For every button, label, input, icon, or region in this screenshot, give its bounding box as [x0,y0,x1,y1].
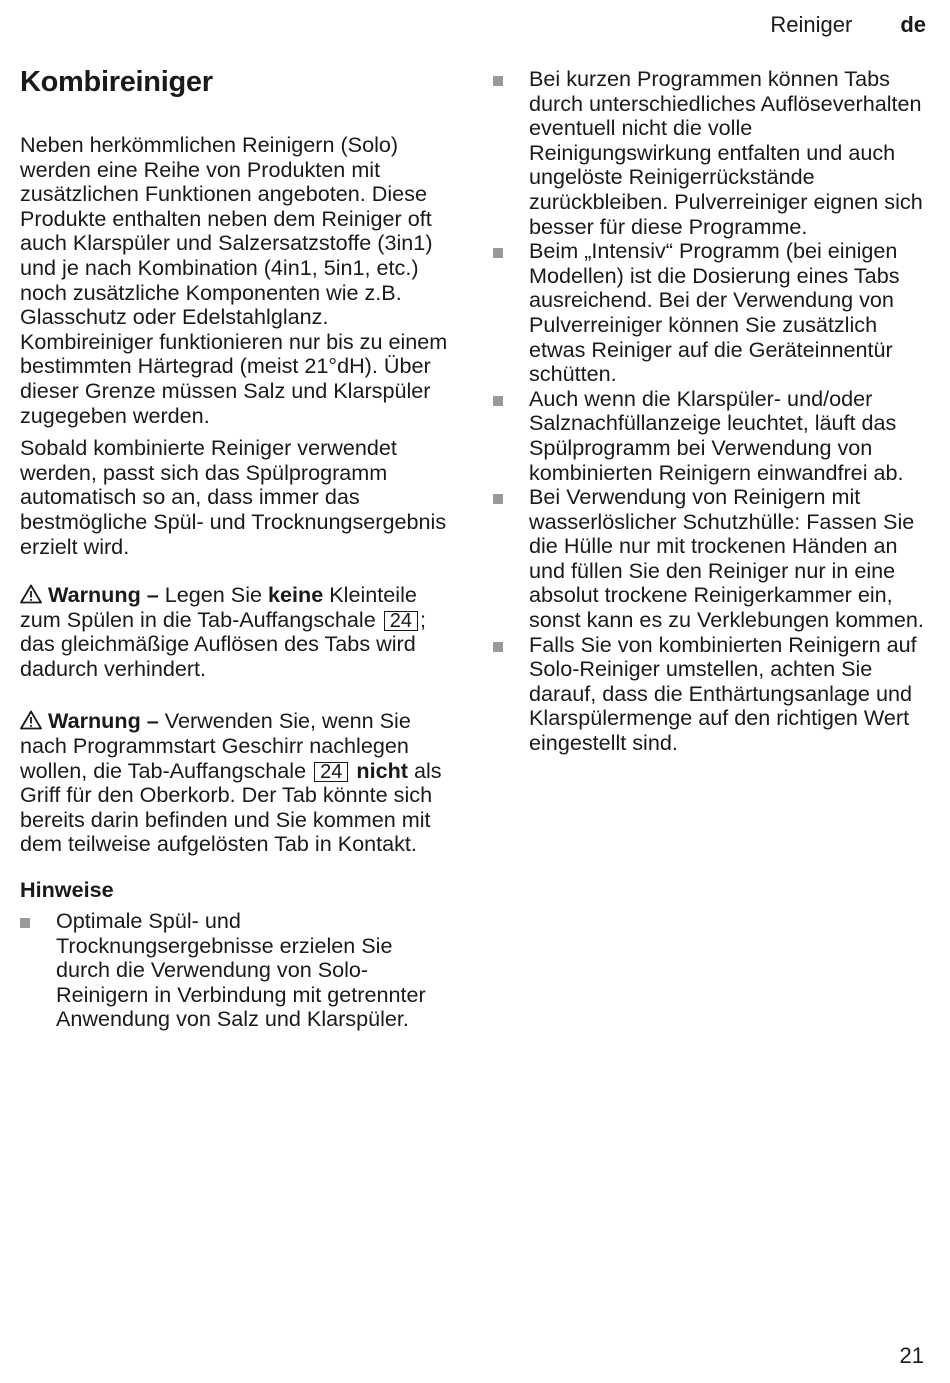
list-item-text: Bei Verwendung von Reinigern mit wasserlöslicher Schutzhülle: Fassen Sie die Hülle nur mit trockenen Händen an und füllen Sie den Reiniger nur in eine absolut trockene Reinigerkammer ein, sonst kann es zu Verklebungen kommen. [529,484,924,633]
list-item-text: Optimale Spül- und Trocknungsergebnisse erzielen Sie durch die Verwendung von Solo-Reinigern in Verbindung mit getrennter Anwendung von Salz und Klarspüler. [56,908,426,1032]
warning-text: ; das gleichmäßige Auflösen des Tabs wird dadurch verhindert. [20,606,426,681]
warning-text: Legen Sie [158,582,269,608]
left-column [20,62,450,1032]
list-item-text: Auch wenn die Klarspüler- und/oder Salznachfüllanzeige leuchtet, läuft das Spülprogramm bei Verwendung von kombinierten Reinigern einwandfrei ab. [529,385,904,485]
list-item [493,387,928,485]
square-bullet-icon [20,918,30,928]
square-bullet-icon [493,642,503,652]
part-reference: 24 [384,611,418,631]
list-item-text: Bei kurzen Programmen können Tabs durch unterschiedliches Auflöseverhalten eventuell nicht die volle Reinigungswirkung entfalten und auch ungelöste Reinigerrückstände zurückbleiben. Pulverreiniger eignen sich besser für diese Programme. [529,66,923,239]
warning-1 [20,583,450,681]
square-bullet-icon [493,248,503,258]
right-column [493,67,928,756]
warning-triangle-icon [20,584,42,604]
warning-emphasis: nicht [356,757,408,783]
square-bullet-icon [493,494,503,504]
list-item-text: Falls Sie von kombinierten Reinigern auf Solo-Reiniger umstellen, achten Sie darauf, dass die Enthärtungsanlage und Klarspülermenge auf den richtigen Wert eingestellt sind. [529,631,917,756]
warning-text: Verwenden Sie, wenn Sie nach Programmstart Geschirr nachlegen wollen, die Tab-Auffangschale [20,708,411,783]
warning-label: Warnung – [48,708,159,734]
warning-text: Kleinteile zum Spülen in die Tab-Auffangschale [20,582,417,632]
notes-list-left [20,909,450,1032]
page-header [770,12,926,38]
language-code: de [900,12,926,37]
warning-triangle-icon [20,710,42,730]
list-item [493,485,928,633]
page-title: Kombireiniger [20,66,213,98]
page-number: 21 [899,1343,924,1368]
notes-heading: Hinweise [20,877,114,903]
part-reference: 24 [314,762,348,782]
list-item-text: Beim „Intensiv“ Programm (bei einigen Modellen) ist die Dosierung eines Tabs ausreichend. Bei der Verwendung von Pulverreiniger können Sie zusätzlich etwas Reiniger auf die Geräteinnentür schütten. [529,238,900,387]
warning-emphasis: keine [268,582,324,608]
warning-text: als Griff für den Oberkorb. Der Tab könnte sich bereits darin befinden und Sie kommen mit dem teilweise aufgelösten Tab in Kontakt. [20,757,442,857]
notes-list-right [493,67,928,756]
intro-paragraph-2: Sobald kombinierte Reiniger verwendet werden, passt sich das Spülprogramm automatisch so an, dass immer das bestmögliche Spül- und Trocknungsergebnis erzielt wird. [20,435,447,559]
warning-2 [20,709,450,857]
list-item [20,909,450,1032]
square-bullet-icon [493,396,503,406]
intro-paragraph-1: Neben herkömmlichen Reinigern (Solo) werden eine Reihe von Produkten mit zusätzlichen Funktionen angeboten. Diese Produkte enthalten neben dem Reiniger oft auch Klarspüler und Salzersatzstoffe (3in1) und je nach Kombination (4in1, 5in1, etc.) noch zusätzliche Komponenten wie z.B. Glasschutz oder Edelstahlglanz. Kombireiniger funktionieren nur bis zu einem bestimmten Härtegrad (meist 21°dH). Über dieser Grenze müssen Salz und Klarspüler zugegeben werden. [20,132,448,428]
list-item [493,239,928,387]
list-item [493,67,928,239]
square-bullet-icon [493,76,503,86]
section-name: Reiniger [770,12,853,37]
list-item [493,633,928,756]
warning-label: Warnung – [48,582,159,608]
